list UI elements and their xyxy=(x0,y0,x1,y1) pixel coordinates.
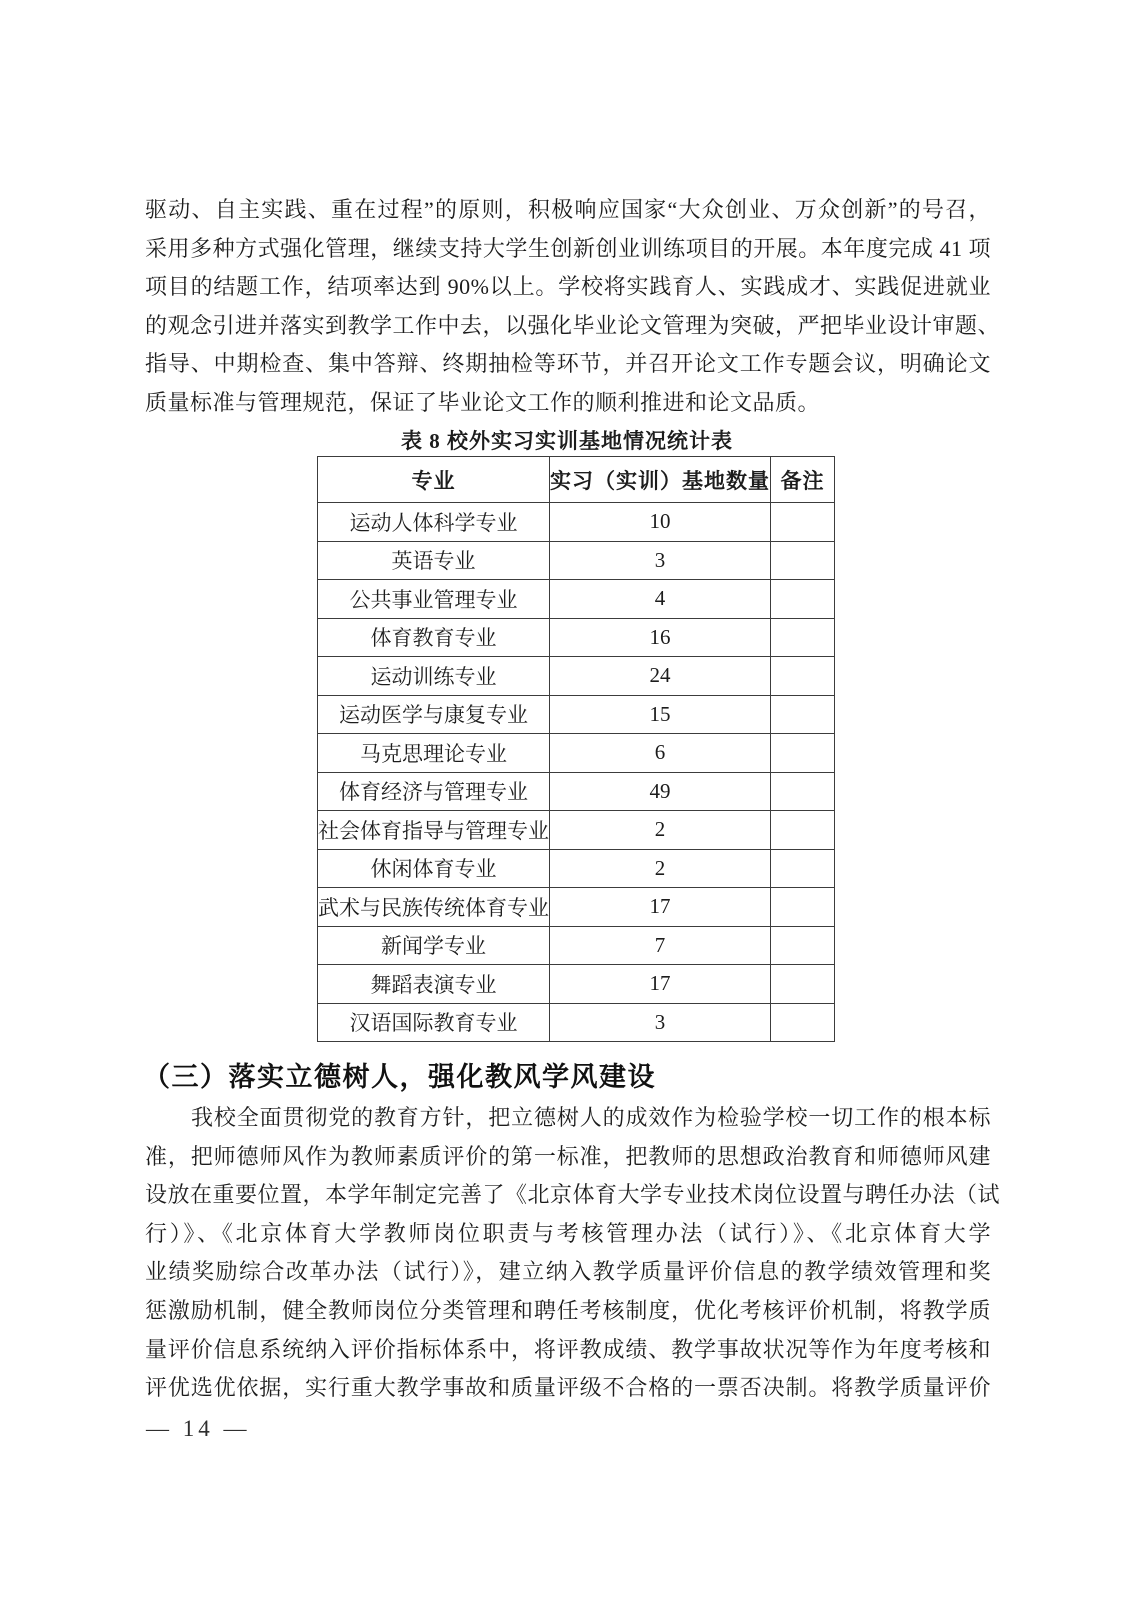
cell-note xyxy=(771,811,835,850)
cell-major: 马克思理论专业 xyxy=(318,734,550,773)
table-row xyxy=(318,965,835,1004)
paragraph-line: 我校全面贯彻党的教育方针，把立德树人的成效作为检验学校一切工作的根本标 xyxy=(191,1105,991,1130)
cell-major: 舞蹈表演专业 xyxy=(318,965,550,1004)
paragraph-line: 的观念引进并落实到教学工作中去，以强化毕业论文管理为突破，严把毕业设计审题、 xyxy=(145,312,1001,338)
cell-note xyxy=(771,965,835,1004)
table-row xyxy=(318,1003,835,1042)
cell-note xyxy=(771,926,835,965)
cell-major: 新闻学专业 xyxy=(318,926,550,965)
cell-note xyxy=(771,734,835,773)
cell-count: 10 xyxy=(550,503,771,542)
paragraph-line: 项目的结题工作，结项率达到 90%以上。学校将实践育人、实践成才、实践促进就业 xyxy=(145,274,991,300)
cell-note xyxy=(771,503,835,542)
table-header-row xyxy=(318,457,835,503)
table-row xyxy=(318,888,835,927)
cell-count: 4 xyxy=(550,580,771,619)
cell-major: 运动人体科学专业 xyxy=(318,503,550,542)
paragraph-line: 质量标准与管理规范，保证了毕业论文工作的顺利推进和论文品质。 xyxy=(145,389,821,415)
cell-major: 体育经济与管理专业 xyxy=(318,772,550,811)
table-row xyxy=(318,695,835,734)
cell-count: 3 xyxy=(550,1003,771,1042)
table-row xyxy=(318,849,835,888)
cell-count: 6 xyxy=(550,734,771,773)
cell-note xyxy=(771,541,835,580)
paragraph-line: 准，把师德师风作为教师素质评价的第一标准，把教师的思想政治教育和师德师风建 xyxy=(145,1143,991,1169)
cell-major: 汉语国际教育专业 xyxy=(318,1003,550,1042)
table-8-title: 表 8 校外实习实训基地情况统计表 xyxy=(401,429,733,453)
table-row xyxy=(318,580,835,619)
table-header-major: 专业 xyxy=(318,457,550,503)
table-row xyxy=(318,926,835,965)
paragraph-innovation-practice xyxy=(145,191,1001,423)
table-row xyxy=(318,618,835,657)
cell-major: 运动医学与康复专业 xyxy=(318,695,550,734)
table-header-count: 实习（实训）基地数量 xyxy=(550,457,771,503)
paragraph-line: 惩激励机制，健全教师岗位分类管理和聘任考核制度，优化考核评价机制，将教学质 xyxy=(145,1297,991,1323)
table-row xyxy=(318,772,835,811)
cell-count: 24 xyxy=(550,657,771,696)
paragraph-line: 评优选优依据，实行重大教学事故和质量评级不合格的一票否决制。将教学质量评价 xyxy=(145,1375,991,1401)
table-row xyxy=(318,734,835,773)
cell-note xyxy=(771,772,835,811)
cell-major: 休闲体育专业 xyxy=(318,849,550,888)
cell-note xyxy=(771,618,835,657)
cell-major: 公共事业管理专业 xyxy=(318,580,550,619)
table-8-practice-bases xyxy=(317,456,835,1042)
cell-count: 17 xyxy=(550,888,771,927)
table-row xyxy=(318,503,835,542)
cell-note xyxy=(771,695,835,734)
cell-major: 体育教育专业 xyxy=(318,618,550,657)
table-row xyxy=(318,541,835,580)
paragraph-line: 行）》、《北京体育大学教师岗位职责与考核管理办法（试行）》、《北京体育大学 xyxy=(145,1220,991,1246)
cell-note xyxy=(771,849,835,888)
cell-major: 武术与民族传统体育专业 xyxy=(318,888,550,927)
cell-count: 15 xyxy=(550,695,771,734)
cell-count: 2 xyxy=(550,849,771,888)
page-number: — 14 — xyxy=(146,1416,251,1441)
cell-major: 社会体育指导与管理专业 xyxy=(318,811,550,850)
paragraph-line: 设放在重要位置，本学年制定完善了《北京体育大学专业技术岗位设置与聘任办法（试 xyxy=(145,1182,1001,1208)
cell-note xyxy=(771,657,835,696)
cell-count: 3 xyxy=(550,541,771,580)
cell-major: 英语专业 xyxy=(318,541,550,580)
paragraph-line: 指导、中期检查、集中答辩、终期抽检等环节，并召开论文工作专题会议，明确论文 xyxy=(145,351,991,377)
cell-count: 7 xyxy=(550,926,771,965)
paragraph-line: 采用多种方式强化管理，继续支持大学生创新创业训练项目的开展。本年度完成 41 项 xyxy=(145,235,991,261)
cell-major: 运动训练专业 xyxy=(318,657,550,696)
paragraph-moral-education xyxy=(145,1099,1001,1408)
cell-count: 16 xyxy=(550,618,771,657)
cell-count: 49 xyxy=(550,772,771,811)
table-row xyxy=(318,811,835,850)
cell-note xyxy=(771,888,835,927)
table-row xyxy=(318,657,835,696)
cell-note xyxy=(771,580,835,619)
table-header-note: 备注 xyxy=(771,457,835,503)
cell-count: 2 xyxy=(550,811,771,850)
section-heading-3: （三）落实立德树人，强化教风学风建设 xyxy=(143,1062,656,1092)
paragraph-line: 驱动、自主实践、重在过程”的原则，积极响应国家“大众创业、万众创新”的号召， xyxy=(145,197,991,222)
cell-count: 17 xyxy=(550,965,771,1004)
cell-note xyxy=(771,1003,835,1042)
paragraph-line: 业绩奖励综合改革办法（试行）》，建立纳入教学质量评价信息的教学绩效管理和奖 xyxy=(145,1259,991,1285)
paragraph-line: 量评价信息系统纳入评价指标体系中，将评教成绩、教学事故状况等作为年度考核和 xyxy=(145,1336,991,1362)
